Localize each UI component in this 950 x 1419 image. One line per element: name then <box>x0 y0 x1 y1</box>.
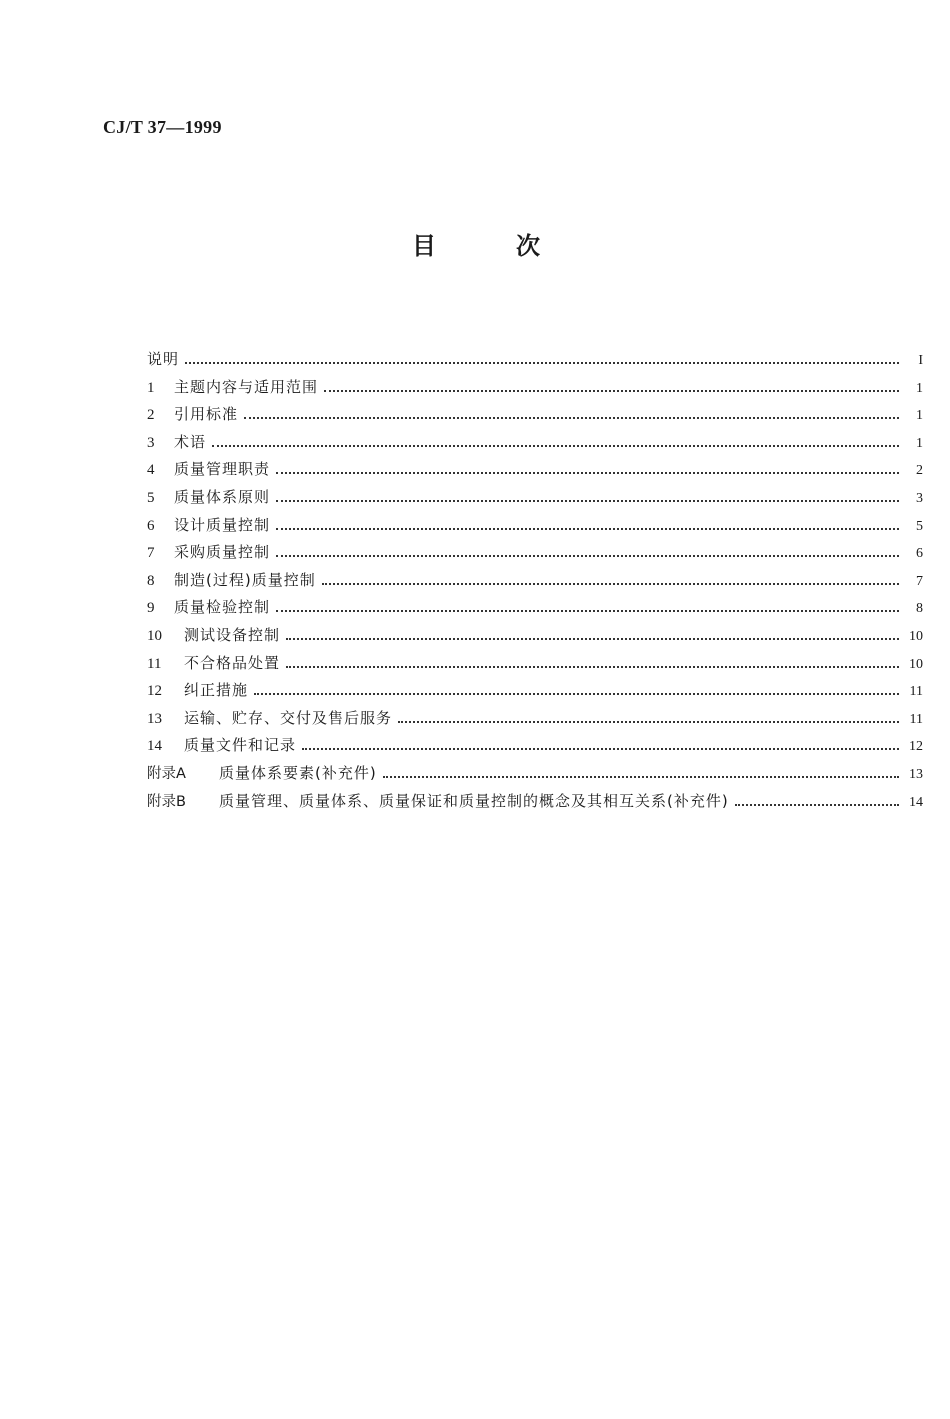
toc-entry-title: 运输、贮存、交付及售后服务 <box>184 708 393 727</box>
dot-leader <box>735 804 899 806</box>
dot-leader <box>185 362 899 364</box>
toc-entry-title: 制造(过程)质量控制 <box>174 570 316 589</box>
toc-entry-page: 7 <box>916 573 923 589</box>
toc-entry[interactable] <box>147 376 923 404</box>
toc-entry-number: 1 <box>147 379 155 396</box>
toc-entry[interactable] <box>147 458 923 486</box>
toc-entry-number: 8 <box>147 572 155 589</box>
toc-entry-number: 9 <box>147 600 155 617</box>
toc-entry[interactable] <box>147 762 923 790</box>
toc-entry-title: 引用标准 <box>174 405 239 424</box>
toc-entry-number: 3 <box>147 434 155 451</box>
toc-entry[interactable] <box>147 348 923 376</box>
toc-entry[interactable] <box>147 541 923 569</box>
dot-leader <box>322 583 899 585</box>
toc-entry[interactable] <box>147 790 923 818</box>
toc-entry-page: 11 <box>909 684 923 700</box>
toc-entry-number: 14 <box>147 738 162 755</box>
toc-entry[interactable] <box>147 514 923 542</box>
toc-entry-title: 质量管理职责 <box>174 460 271 479</box>
toc-entry-number: 附录A <box>147 765 186 782</box>
dot-leader <box>254 693 899 695</box>
toc-entry-title: 主题内容与适用范围 <box>174 377 319 396</box>
toc-entry-title: 说明 <box>147 350 180 368</box>
document-code: CJ/T 37—1999 <box>103 117 222 137</box>
dot-leader <box>286 666 899 668</box>
toc-entry[interactable] <box>147 486 923 514</box>
toc-entry-number: 12 <box>147 683 162 700</box>
toc-entry-page: 6 <box>916 546 923 562</box>
dot-leader <box>276 500 899 502</box>
toc-entry[interactable] <box>147 734 923 762</box>
toc-entry-number: 2 <box>147 407 155 424</box>
toc-entry-page: 13 <box>909 766 923 782</box>
toc-entry-number: 13 <box>147 710 162 727</box>
toc-entry-number: 5 <box>147 489 155 506</box>
toc-entry[interactable] <box>147 596 923 624</box>
toc-entry-page: 2 <box>916 463 923 479</box>
dot-leader <box>398 721 899 723</box>
toc-entry-title: 测试设备控制 <box>184 625 281 644</box>
toc-entry-title: 设计质量控制 <box>174 515 271 534</box>
dot-leader <box>286 638 899 640</box>
dot-leader <box>212 445 899 447</box>
toc-entry-number: 11 <box>147 655 162 672</box>
toc-entry-number: 6 <box>147 517 155 534</box>
dot-leader <box>324 390 899 392</box>
toc-entry-title: 术语 <box>174 432 207 451</box>
toc-entry-title: 质量管理、质量体系、质量保证和质量控制的概念及其相互关系(补充件) <box>219 791 729 810</box>
toc-entry-number: 10 <box>147 627 162 644</box>
toc-entry-page: 5 <box>916 518 923 534</box>
toc-entry-page: 14 <box>909 794 923 810</box>
toc-entry-title: 质量体系原则 <box>174 487 271 506</box>
dot-leader <box>244 417 899 419</box>
toc-entry-number: 4 <box>147 462 155 479</box>
toc-entry-page: 10 <box>909 656 923 672</box>
toc-entry-number: 附录B <box>147 793 186 810</box>
toc-entry-page: 3 <box>916 490 923 506</box>
dot-leader <box>276 555 899 557</box>
toc-entry-page: 11 <box>909 711 923 727</box>
table-of-contents <box>147 348 923 817</box>
toc-entry-title: 质量检验控制 <box>174 598 271 617</box>
toc-entry[interactable] <box>147 679 923 707</box>
toc-entry[interactable] <box>147 403 923 431</box>
toc-entry-page: 10 <box>909 628 923 644</box>
toc-entry-title: 质量体系要素(补充件) <box>219 763 377 782</box>
dot-leader <box>383 776 899 778</box>
toc-entry-title: 不合格品处置 <box>184 653 281 672</box>
toc-entry-page: 1 <box>916 435 923 451</box>
toc-entry-title: 质量文件和记录 <box>184 736 297 755</box>
toc-entry[interactable] <box>147 652 923 680</box>
toc-entry[interactable] <box>147 707 923 735</box>
toc-entry-page: 12 <box>909 739 923 755</box>
toc-entry-title: 采购质量控制 <box>174 543 271 562</box>
toc-entry-page: I <box>918 353 923 368</box>
toc-entry-page: 1 <box>916 408 923 424</box>
toc-entry-title: 纠正措施 <box>184 681 249 700</box>
dot-leader <box>302 748 899 750</box>
toc-entry-number: 7 <box>147 545 155 562</box>
toc-entry-page: 1 <box>916 380 923 396</box>
dot-leader <box>276 610 899 612</box>
toc-entry[interactable] <box>147 624 923 652</box>
dot-leader <box>276 528 899 530</box>
toc-entry[interactable] <box>147 431 923 459</box>
toc-entry-page: 8 <box>916 601 923 617</box>
toc-entry[interactable] <box>147 569 923 597</box>
dot-leader <box>276 472 899 474</box>
toc-title: 目次 <box>412 232 620 260</box>
